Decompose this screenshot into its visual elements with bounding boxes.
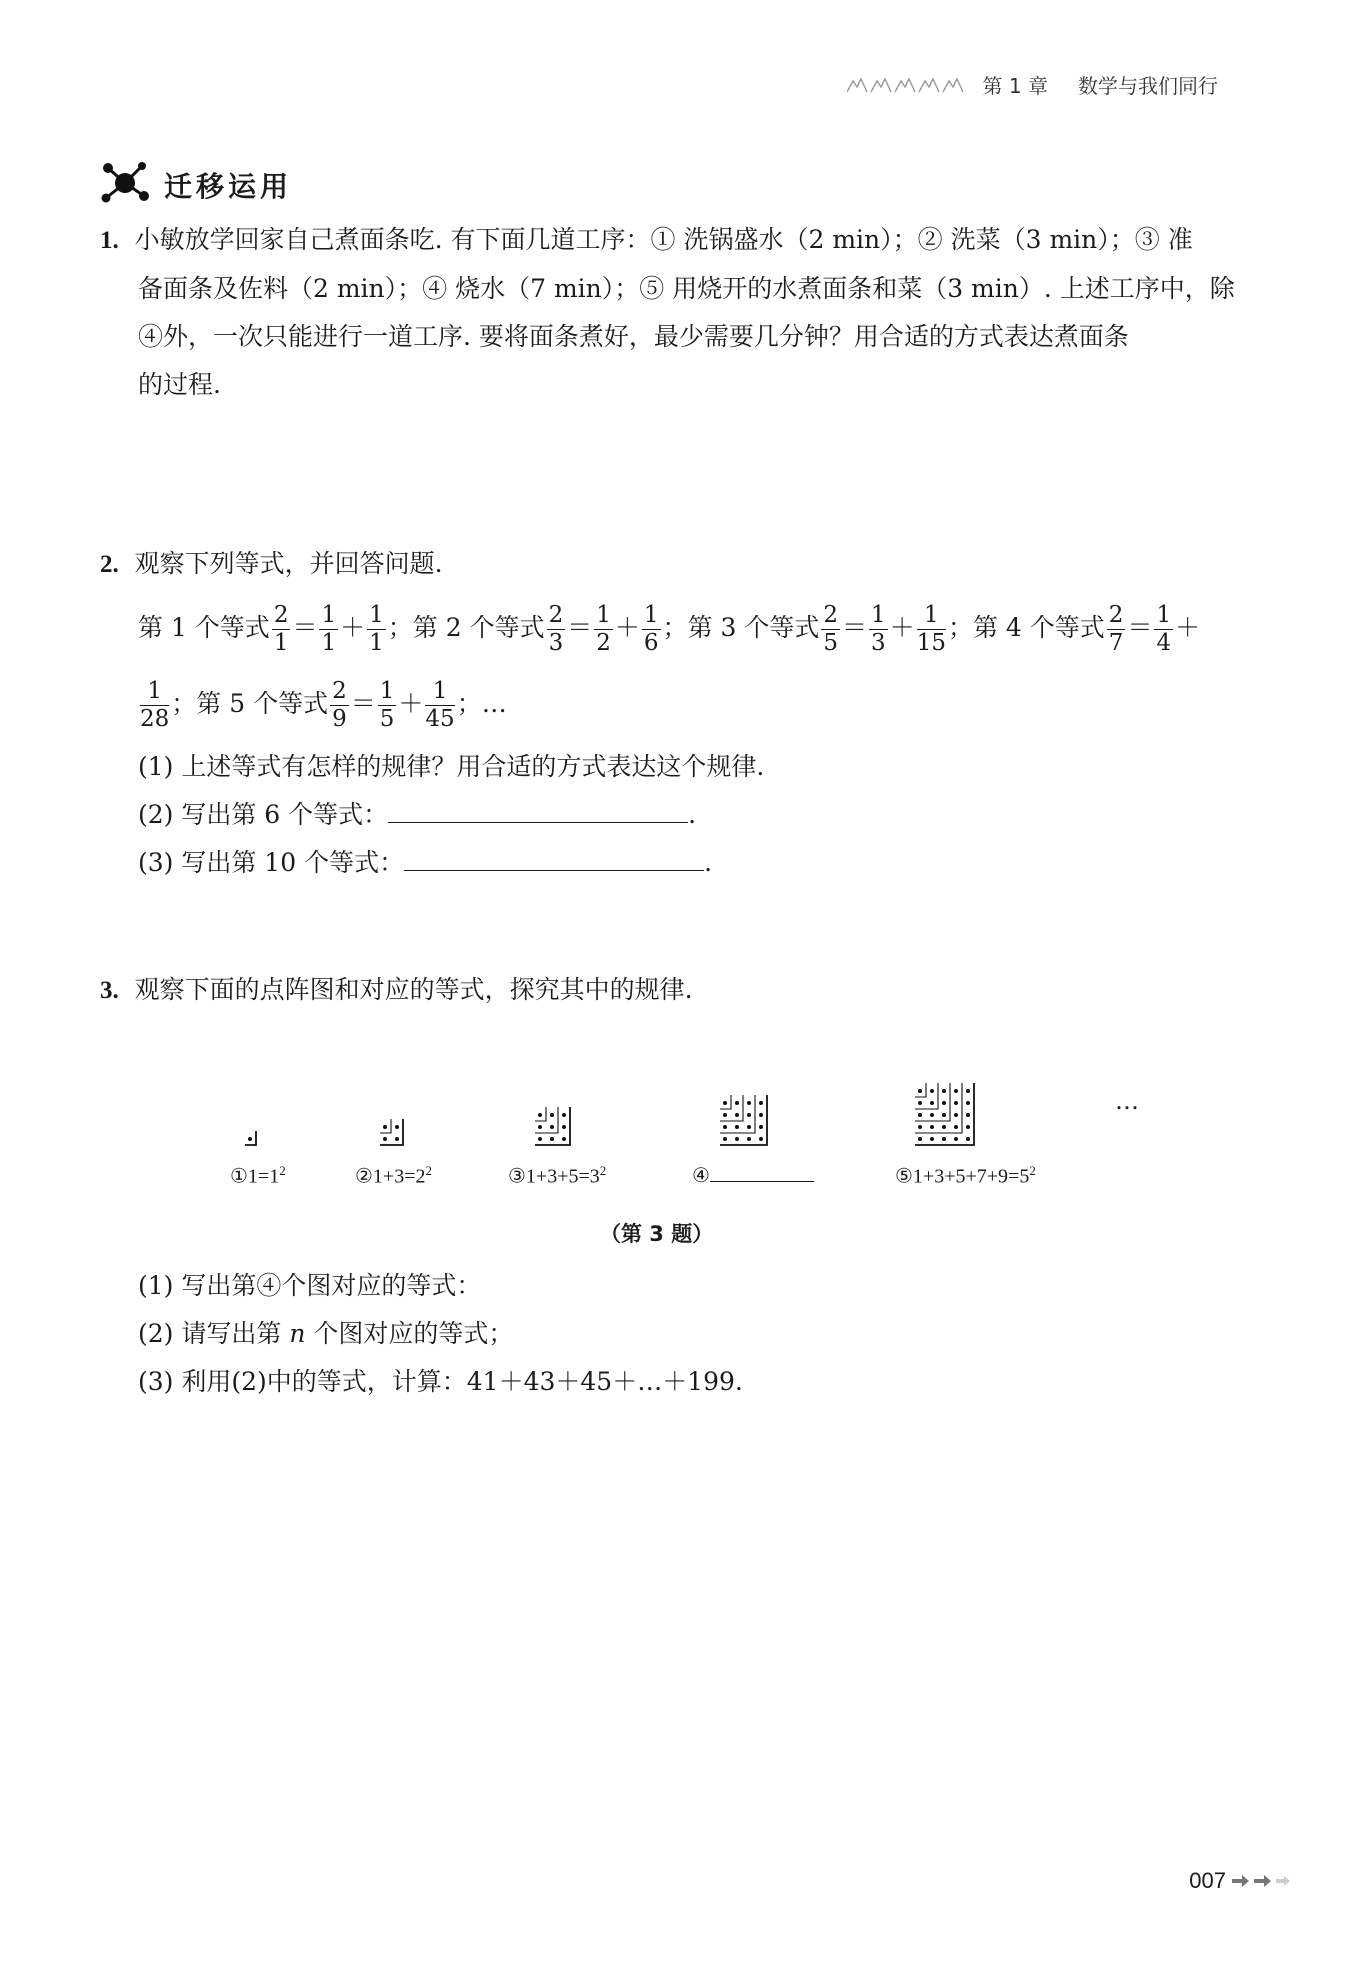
lattice-dot — [930, 1101, 934, 1105]
lattice-dot — [966, 1125, 970, 1129]
equation-4: 第 4 个等式 $\frac{2}{7}$ ＝ $\frac{1}{4}$ ＋ — [972, 601, 1201, 656]
equation-2: 第 2 个等式 $\frac{2}{3}$ ＝ $\frac{1}{2}$ ＋ $\frac{1}{6}$ ； — [412, 601, 688, 656]
q1-line-1: 小敏放学回家自己煮面条吃. 有下面几道工序：① 洗锅盛水（2 min）；② 洗菜（3 min）；③ 准 — [134, 225, 1193, 254]
lattice-dot — [942, 1125, 946, 1129]
lattice-dot — [383, 1137, 387, 1141]
equation-5: 第 5 个等式 $\frac{2}{9}$ ＝ $\frac{1}{5}$ ＋ $\frac{1}{45}$ ；… — [196, 677, 507, 732]
lattice-dot — [562, 1125, 566, 1129]
lattice-dot — [954, 1089, 958, 1093]
lattice-dot — [723, 1101, 727, 1105]
lattice-dot — [954, 1125, 958, 1129]
q3-sub-3: (3) 利用(2)中的等式，计算：41＋43＋45＋…＋199. — [138, 1367, 743, 1396]
lattice-dot — [759, 1113, 763, 1117]
lattice-dot — [395, 1125, 399, 1129]
caption-4: ④ — [692, 1163, 814, 1188]
lattice-dot — [735, 1101, 739, 1105]
q3-sub-2: (2) 请写出第 n 个图对应的等式； — [138, 1319, 514, 1348]
caption-1: $①1=1^2$ — [230, 1163, 286, 1188]
answer-blank[interactable] — [388, 796, 688, 823]
lattice-dot — [954, 1113, 958, 1117]
lattice-dot — [918, 1113, 922, 1117]
lattice-dot — [538, 1137, 542, 1141]
lattice-dot — [930, 1137, 934, 1141]
q3-subquestions — [138, 1262, 743, 1406]
molecule-icon — [100, 160, 150, 210]
q2-sub-2: (2) 写出第 6 个等式： . — [100, 791, 1230, 839]
lattice-dot — [735, 1125, 739, 1129]
caption-2: $②1+3=2^2$ — [355, 1163, 432, 1188]
q3-sub-1: (1) 写出第④个图对应的等式： — [138, 1271, 482, 1300]
q2-sub-1: (1) 上述等式有怎样的规律？用合适的方式表达这个规律. — [138, 752, 765, 781]
ellipsis: … — [1115, 1087, 1139, 1115]
equation-1: 第 1 个等式 $\frac{2}{1}$ ＝ $\frac{1}{1}$ ＋ $\frac{1}{1}$ ； — [138, 601, 413, 656]
lattice-dot — [942, 1137, 946, 1141]
page-header — [847, 70, 1218, 99]
lattice-dot — [759, 1137, 763, 1141]
dot-lattice-3 — [535, 1107, 570, 1145]
question-number: 2. — [100, 551, 119, 578]
arrow-decoration-icon — [1232, 1868, 1292, 1894]
lattice-dot — [747, 1137, 751, 1141]
lattice-dot — [930, 1125, 934, 1129]
lattice-dot — [942, 1089, 946, 1093]
answer-blank[interactable] — [710, 1163, 814, 1182]
lattice-dot — [395, 1137, 399, 1141]
lattice-dot — [918, 1137, 922, 1141]
figure-caption: （第 3 题） — [600, 1222, 714, 1246]
lattice-dot — [562, 1137, 566, 1141]
lattice-dot — [550, 1137, 554, 1141]
lattice-dot — [918, 1125, 922, 1129]
page-footer — [1189, 1868, 1292, 1894]
equation-4-continued: $\frac{1}{28}$ ； — [140, 677, 197, 732]
lattice-dot — [383, 1125, 387, 1129]
lattice-dot — [735, 1137, 739, 1141]
lattice-dot — [723, 1137, 727, 1141]
lattice-dot — [930, 1113, 934, 1117]
lattice-dot — [966, 1113, 970, 1117]
lattice-dot — [747, 1113, 751, 1117]
section-title: 迁移运用 — [164, 170, 293, 203]
question-2 — [100, 540, 1230, 887]
lattice-dot — [942, 1113, 946, 1117]
lattice-dot — [954, 1137, 958, 1141]
lattice-dot — [759, 1125, 763, 1129]
lattice-dot — [550, 1125, 554, 1129]
lattice-dot — [930, 1089, 934, 1093]
lattice-dot — [735, 1113, 739, 1117]
lattice-dot — [538, 1125, 542, 1129]
q1-line-4: 的过程. — [138, 370, 221, 399]
chapter-label: 第 1 章 — [982, 74, 1048, 98]
question-3 — [100, 966, 1230, 1015]
section-heading — [100, 160, 292, 210]
q1-line-2: 备面条及佐料（2 min）；④ 烧水（7 min）；⑤ 用烧开的水煮面条和菜（3 min）. 上述工序中，除 — [138, 274, 1235, 303]
lattice-dot — [562, 1113, 566, 1117]
caption-5: $⑤1+3+5+7+9=5^2$ — [895, 1163, 1036, 1188]
dot-lattice-1 — [245, 1131, 256, 1145]
lattice-dot — [942, 1101, 946, 1105]
q2-intro: 观察下列等式，并回答问题. — [134, 549, 443, 578]
lattice-dot — [723, 1113, 727, 1117]
page-number: 007 — [1189, 1868, 1226, 1893]
lattice-dot — [723, 1125, 727, 1129]
caption-3: $③1+3+5=3^2$ — [508, 1163, 607, 1188]
dot-lattice-5 — [915, 1083, 974, 1145]
q3-intro: 观察下面的点阵图和对应的等式，探究其中的规律. — [134, 975, 693, 1004]
lattice-dot — [954, 1101, 958, 1105]
lattice-dot — [966, 1101, 970, 1105]
lattice-dot — [747, 1125, 751, 1129]
dot-lattice-2 — [380, 1119, 403, 1145]
mountain-decoration-icon — [847, 77, 967, 93]
question-number: 1. — [100, 227, 119, 254]
lattice-dot — [918, 1101, 922, 1105]
lattice-dot — [550, 1113, 554, 1117]
lattice-dot — [747, 1101, 751, 1105]
chapter-title: 数学与我们同行 — [1078, 74, 1218, 98]
question-number: 3. — [100, 977, 119, 1004]
q2-sub-3: (3) 写出第 10 个等式： . — [100, 839, 1230, 887]
dot-lattice-4 — [720, 1095, 767, 1145]
lattice-dot — [538, 1113, 542, 1117]
question-1 — [100, 216, 1235, 409]
answer-blank[interactable] — [404, 844, 704, 871]
lattice-dot — [966, 1137, 970, 1141]
equation-3: 第 3 个等式 $\frac{2}{5}$ ＝ $\frac{1}{3}$ ＋ $\frac{1}{15}$ ； — [687, 601, 973, 656]
q1-line-3: ④外，一次只能进行一道工序. 要将面条煮好，最少需要几分钟？用合适的方式表达煮面条 — [138, 322, 1129, 351]
lattice-dot — [759, 1101, 763, 1105]
lattice-dot — [918, 1089, 922, 1093]
lattice-dot — [966, 1089, 970, 1093]
lattice-dot — [248, 1137, 252, 1141]
